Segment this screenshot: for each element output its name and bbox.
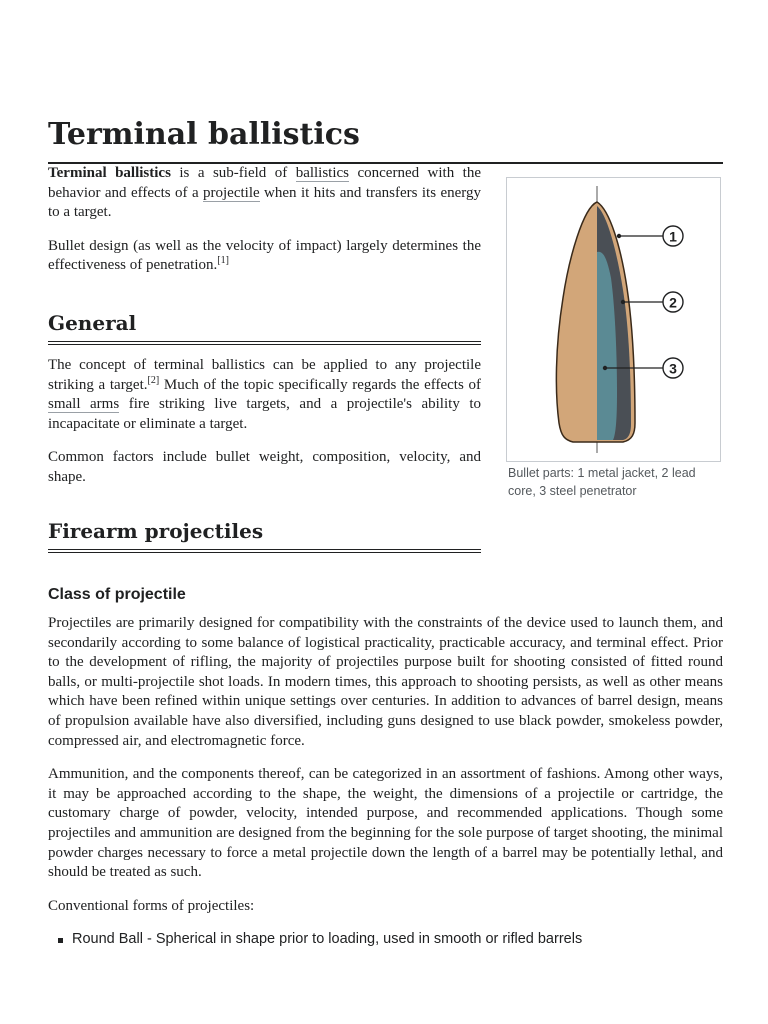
class-paragraph-3: Conventional forms of projectiles: (48, 897, 255, 914)
general-p1-text-a: The concept of terminal ballistics can be applied to any projectile striking a target. (48, 357, 481, 393)
callout-dot-3 (603, 366, 607, 370)
lead-text-2: concerned with the behavior and effects of a (48, 165, 481, 201)
section-heading-general: General (48, 310, 481, 345)
link-projectile[interactable]: projectile (203, 184, 260, 201)
general-p1-text-c: fire striking live targets, and a projectile's ability to incapacitate or eliminate a target. (48, 396, 482, 432)
projectile-forms-list (48, 930, 723, 949)
bullet-parts-figure[interactable] (506, 177, 721, 462)
lead-text-3: when it hits and transfers its energy to a target. (48, 184, 481, 221)
lead-p2-text: Bullet design (as well as the velocity of impact) largely determines the effectiveness of penetration. (48, 237, 481, 274)
bullet-diagram (507, 178, 720, 461)
reference-2-link[interactable]: [2] (147, 374, 160, 386)
link-ballistics[interactable]: ballistics (295, 165, 350, 181)
callout-label-1: 1 (669, 228, 677, 245)
class-paragraph-1: Projectiles are primarily designed for compatibility with the constraints of the device used to launch them, and secondarily according to some balance of logistical practicality, practicable accuracy, and terminal effect. Prior to the development of rifling, the majority of projectiles purpose built for shooting consisted of fitted round balls, or multi-projectile shot loads. In modern times, this approach to shooting persists, as well as other means which have been refined within unique settings over centuries. In addition to advances of barrel design, means of propulsion available have also diversified, including guns designed to use black powder, smokeless powder, compressed air, and electromagnetic force. (48, 615, 723, 749)
callout-label-2: 2 (669, 294, 677, 311)
article (48, 117, 723, 948)
link-small-arms[interactable]: small arms (48, 396, 120, 413)
callout-dot-2 (621, 300, 625, 304)
general-paragraph-2: Common factors include bullet weight, composition, velocity, and shape. (48, 449, 481, 485)
list-item: Round Ball - Spherical in shape prior to loading, used in smooth or rifled barrels (72, 930, 723, 949)
lead-paragraph (48, 164, 481, 223)
general-paragraph-1 (48, 356, 481, 434)
class-of-projectile-section (48, 614, 723, 949)
figure-caption: Bullet parts: 1 metal jacket, 2 lead core, 3 steel penetrator (508, 466, 696, 498)
lead-section (48, 164, 481, 290)
class-paragraph-2: Ammunition, and the components thereof, can be categorized in an assortment of fashions. Among other ways, it may be approached according to the shape, the weight, the dimensions of a projectile or cartridge, the customary charge of powder, velocity, intended purpose, and recommended applications. Though some projectiles and ammunition are designed from the beginning for the sole purpose of target shooting, the minimal powder charges necessary to force a metal projectile down the length of a barrel may be potentially lethal, and should be treated as such. (48, 766, 723, 881)
lead-paragraph-2 (48, 237, 481, 276)
callout-label-3: 3 (669, 360, 677, 377)
section-heading-firearm-projectiles: Firearm projectiles (48, 518, 481, 553)
lead-bold-term: Terminal ballistics (48, 165, 171, 181)
lead-text-1: is a sub-field of (170, 165, 296, 181)
general-p1-text-b: Much of the topic specifically regards the effects of (159, 376, 481, 393)
reference-1-link[interactable]: [1] (217, 255, 229, 267)
subsection-heading-class-of-projectile: Class of projectile (48, 586, 186, 603)
page-title: Terminal ballistics (48, 118, 723, 164)
general-section (48, 356, 481, 502)
callout-dot-1 (617, 234, 621, 238)
